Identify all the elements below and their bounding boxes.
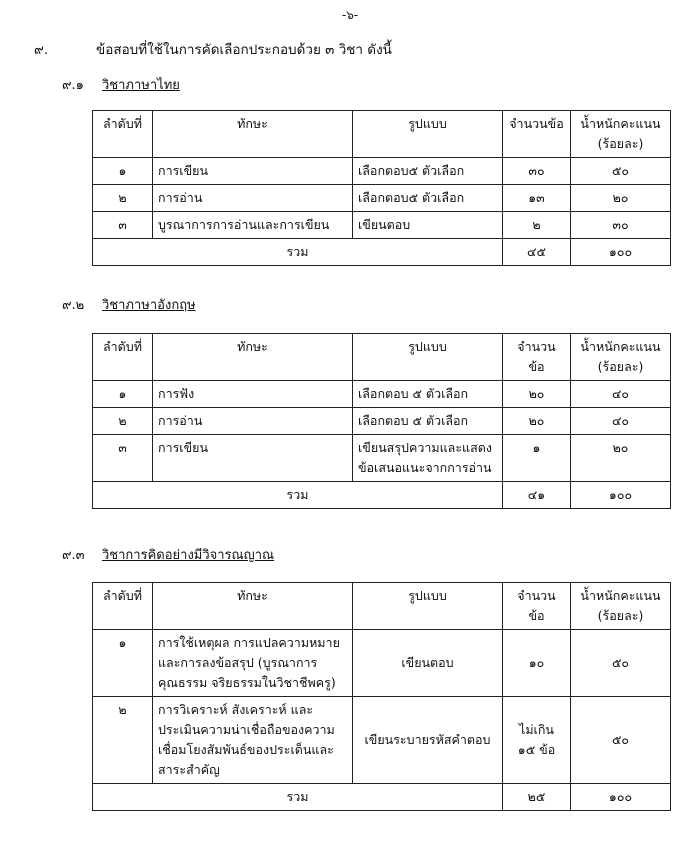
page-number: -๖- [341,8,359,22]
col-skill-header: ทักษะ [153,111,353,158]
col-weight-header: น้ำหนักคะแนน (ร้อยละ) [571,111,671,158]
english-table [92,333,671,509]
total-label: รวม [93,239,503,266]
table-row: ๑ การเขียน เลือกตอบ๕ ตัวเลือก ๓๐ ๕๐ [93,158,671,185]
section-title: วิชาการคิดอย่างมีวิจารณญาณ [102,548,275,563]
section-heading-critical-thinking [62,544,274,565]
table-row: ๒ การอ่าน เลือกตอบ ๕ ตัวเลือก ๒๐ ๔๐ [93,408,671,435]
table-row: ๒ การวิเคราะห์ สังเคราะห์ และ ประเมินความน่าเชื่อถือของความ เชื่อมโยงสัมพันธ์ของประเด็นและ สาระสำคัญ เขียนระบายรหัสคำตอบ ไม่เกิน ๑๕ ข้อ ๕๐ [93,697,671,784]
table-row: ๓ บูรณาการการอ่านและการเขียน เขียนตอบ ๒ ๓๐ [93,212,671,239]
total-weight: ๑๐๐ [571,239,671,266]
table-row: ๑ การใช้เหตุผล การแปลความหมาย และการลงข้อสรุป (บูรณาการ คุณธรรม จริยธรรมในวิชาชีพครู) เขียนตอบ ๑๐ ๕๐ [93,630,671,697]
main-heading [34,38,392,60]
section-title: วิชาภาษาอังกฤษ [102,298,196,313]
table-header-row: ลำดับที่ ทักษะ รูปแบบ จำนวน ข้อ น้ำหนักคะแนน (ร้อยละ) [93,334,671,381]
main-heading-text: ข้อสอบที่ใช้ในการคัดเลือกประกอบด้วย ๓ วิชา ดังนี้ [96,42,392,58]
section-heading-english [62,294,196,315]
table-total-row: รวม ๔๑ ๑๐๐ [93,482,671,509]
section-title: วิชาภาษาไทย [102,78,180,93]
table-header-row: ลำดับที่ ทักษะ รูปแบบ จำนวน ข้อ น้ำหนักคะแนน (ร้อยละ) [93,583,671,630]
table-total-row [93,239,671,266]
section-number: ๙.๒ [62,298,85,313]
col-order-header: ลำดับที่ [93,111,153,158]
col-count-header: จำนวนข้อ [503,111,571,158]
section-number: ๙.๓ [62,548,85,563]
section-heading-thai [62,74,180,95]
section-number: ๙.๑ [62,78,84,93]
thai-table [92,110,671,266]
critical-thinking-table [92,582,671,811]
main-heading-number: ๙. [34,42,49,58]
table-total-row: รวม ๒๕ ๑๐๐ [93,784,671,811]
total-count: ๔๕ [503,239,571,266]
table-row: ๑ การฟัง เลือกตอบ ๕ ตัวเลือก ๒๐ ๔๐ [93,381,671,408]
table-header-row [93,111,671,158]
table-row: ๒ การอ่าน เลือกตอบ๕ ตัวเลือก ๑๓ ๒๐ [93,185,671,212]
table-row: ๓ การเขียน เขียนสรุปความและแสดง ข้อเสนอแนะจากการอ่าน ๑ ๒๐ [93,435,671,482]
col-format-header: รูปแบบ [353,111,503,158]
